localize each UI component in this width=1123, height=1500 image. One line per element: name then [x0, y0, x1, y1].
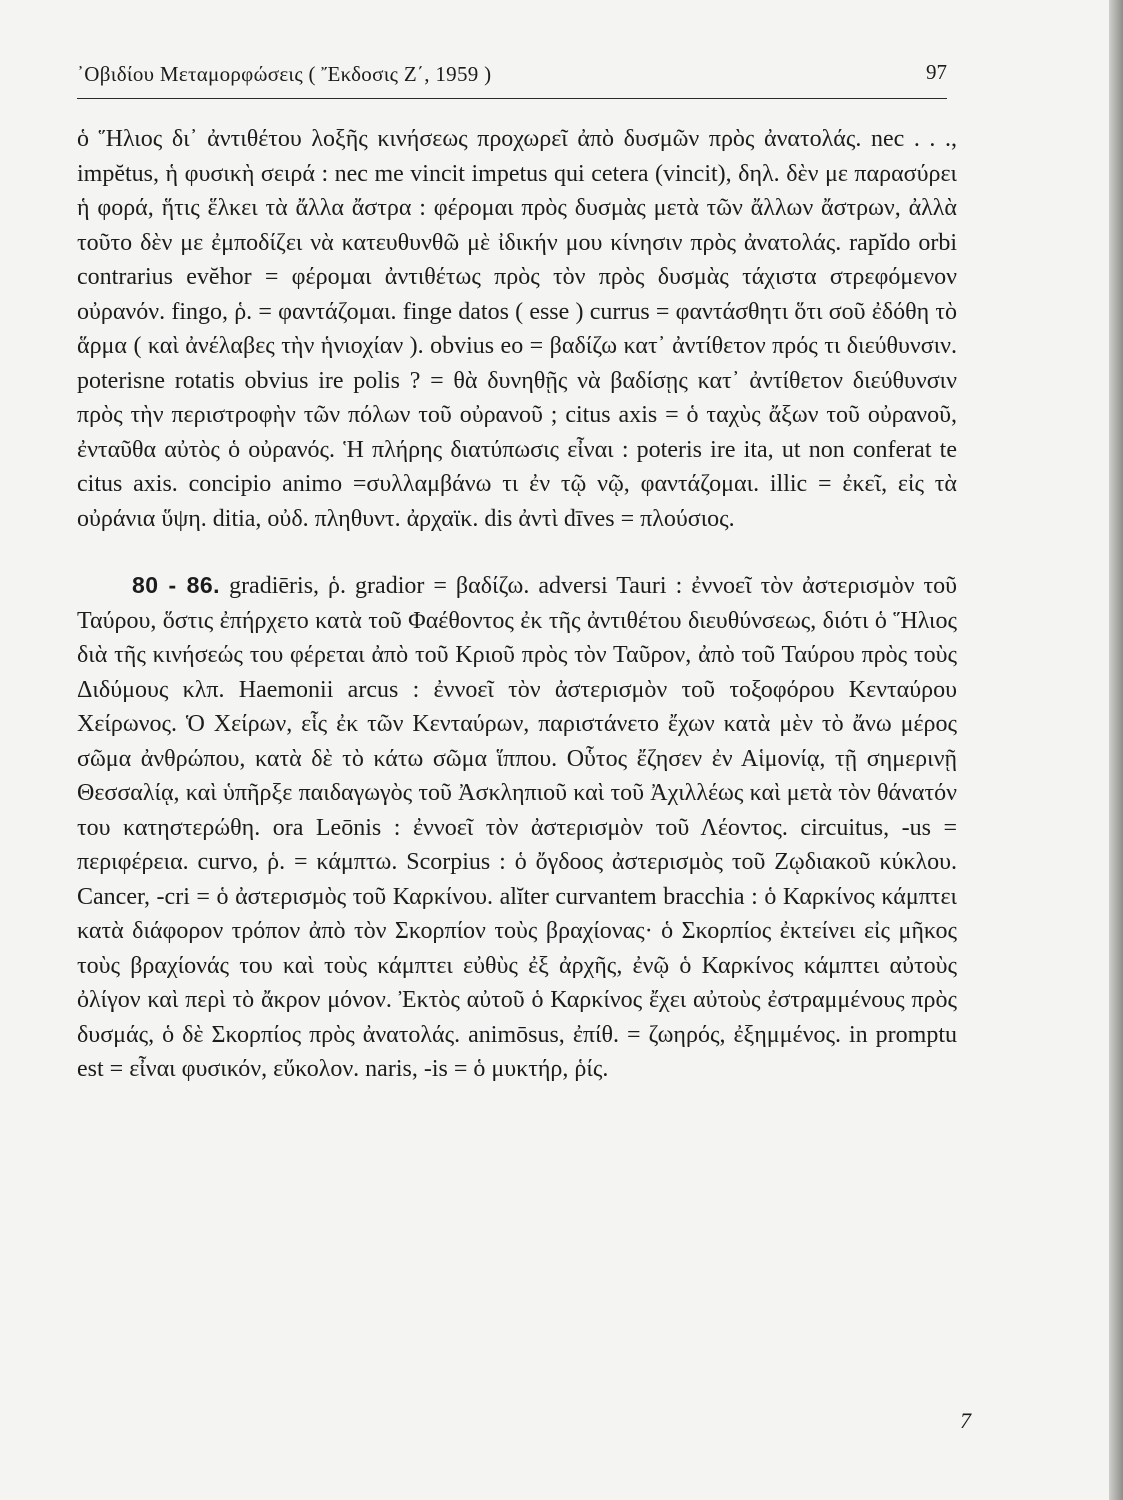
page-number: 97	[926, 60, 947, 84]
commentary-body	[77, 122, 957, 1087]
commentary-paragraph-80-86	[77, 568, 957, 1087]
running-head: ᾽Οβιδίου Μεταμορφώσεις ( Ἔκδοσις Ζ΄, 1959 )	[77, 62, 492, 86]
paragraph-text: gradiēris, ῥ. gradior = βαδίζω. adversi Tauri : ἐννοεῖ τὸν ἀστερισμὸν τοῦ Ταύρου, ὅστις ἐπήρχετο κατὰ τοῦ Φαέθοντος ἐκ τῆς ἀντιθέτου διευθύνσεως, διότι ὁ Ἥλιος διὰ τῆς κινήσεώς του φέρεται ἀπὸ τοῦ Κριοῦ πρὸς τὸν Ταῦρον, ἀπὸ τοῦ Ταύρου πρὸς τοὺς Διδύμους κλπ. Haemonii arcus : ἐννοεῖ τὸν ἀστερισμὸν τοῦ τοξοφόρου Κενταύρου Χείρωνος. Ὁ Χείρων, εἷς ἐκ τῶν Κενταύρων, παριστάνετο ἔχων κατὰ μὲν τὸ ἄνω μέρος σῶμα ἀνθρώπου, κατὰ δὲ τὸ κάτω σῶμα ἵππου. Οὗτος ἔζησεν ἐν Αἱμονίᾳ, τῇ σημερινῇ Θεσσαλίᾳ, καὶ ὑπῆρξε παιδαγωγὸς τοῦ Ἀσκληπιοῦ καὶ τοῦ Ἀχιλλέως καὶ μετὰ τὸν θάνατόν του κατηστερώθη. ora Leōnis : ἐννοεῖ τὸν ἀστερισμὸν τοῦ Λέοντος. circuitus, -us = περιφέρεια. curvo, ῥ. = κάμπτω. Scorpius : ὁ ὄγδοος ἀστερισμὸς τοῦ Ζῳδιακοῦ κύκλου. Cancer, -cri = ὁ ἀστερισμὸς τοῦ Καρκίνου. alĭter curvantem bracchia : ὁ Καρκίνος κάμπτει κατὰ διάφορον τρόπον ἀπὸ τὸν Σκορπίον τοὺς βραχίονας· ὁ Σκορπίος ἐκτείνει εἰς μῆκος τοὺς βραχίονάς του καὶ τοὺς κάμπτει εὐθὺς ἐξ ἀρχῆς, ἐνῷ ὁ Καρκίνος κάμπτει αὐτοὺς ὀλίγον καὶ περὶ τὸ ἄκρον μόνον. Ἐκτὸς αὐτοῦ ὁ Καρκίνος ἔχει αὐτοὺς ἐστραμμένους πρὸς δυσμάς, ὁ δὲ Σκορπίος πρὸς ἀνατολάς. animōsus, ἐπίθ. = ζωηρός, ἐξημμένος. in promptu est = εἶναι φυσικόν, εὔκολον. naris, -is = ὁ μυκτήρ, ῥίς.	[77, 573, 958, 1082]
commentary-paragraph-continued	[77, 122, 957, 536]
page-header	[77, 58, 947, 99]
paragraph-text: ὁ Ἥλιος δι᾽ ἀντιθέτου λοξῆς κινήσεως προχωρεῖ ἀπὸ δυσμῶν πρὸς ἀνατολάς. nec . . ., impĕtus, ἡ φυσικὴ σειρά : nec me vincit impetus qui cetera (vincit), δηλ. δὲν με παρασύρει ἡ φορά, ἥτις ἕλκει τὰ ἄλλα ἄστρα : φέρομαι πρὸς δυσμὰς μετὰ τῶν ἄλλων ἄστρων, ἀλλὰ τοῦτο δὲν με ἐμποδίζει νὰ κατευθυνθῶ μὲ ἰδικήν μου κίνησιν πρὸς ἀνατολάς. rapĭdo orbi contrarius evĕhor = φέρομαι ἀντιθέτως πρὸς τὸν πρὸς δυσμὰς τάχιστα στρεφόμενον οὐρανόν. fingo, ῥ. = φαντάζομαι. finge datos ( esse ) currus = φαντάσθητι ὅτι σοῦ ἐδόθη τὸ ἅρμα ( καὶ ἀνέλαβες τὴν ἡνιοχίαν ). obvius eo = βαδίζω κατ᾽ ἀντίθετον πρός τι διεύθυνσιν. poterisne rotatis obvius ire polis ? = θὰ δυνηθῇς νὰ βαδίσῃς κατ᾽ ἀντίθετον διεύθυνσιν πρὸς τὴν περιστροφὴν τῶν πόλων τοῦ οὐρανοῦ ; citus axis = ὁ ταχὺς ἄξων τοῦ οὐρανοῦ, ἐνταῦθα αὐτὸς ὁ οὐρανός. Ἡ πλήρης διατύπωσις εἶναι : poteris ire ita, ut non conferat te citus axis. concipio animo =συλλαμβάνω τι ἐν τῷ νῷ, φαντάζομαι. illic = ἐκεῖ, εἰς τὰ οὐράνια ὕψη. ditia, οὐδ. πληθυντ. ἀρχαϊκ. dis ἀντὶ dīves = πλούσιος.	[77, 126, 957, 532]
verse-range-label: 80 - 86.	[132, 572, 221, 598]
signature-mark: 7	[960, 1408, 971, 1433]
page-edge-shadow	[1109, 0, 1123, 1500]
